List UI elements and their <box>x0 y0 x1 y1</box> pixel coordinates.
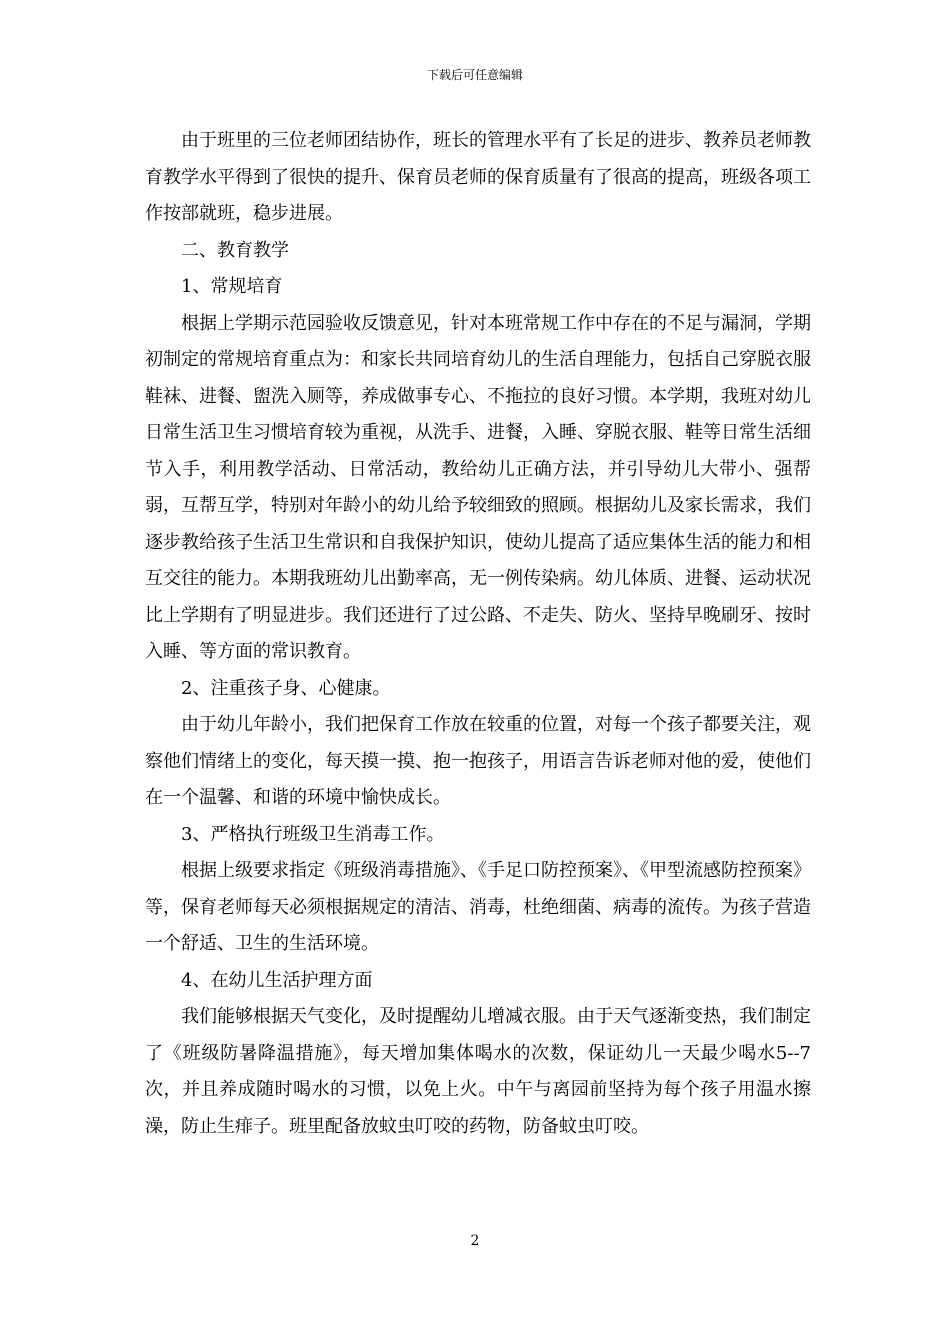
subheading-health: 2、注重孩子身、心健康。 <box>181 677 391 699</box>
page-header: 下载后可任意编辑 <box>426 68 523 82</box>
section-heading-education: 二、教育教学 <box>181 239 289 261</box>
subheading-life-care: 4、在幼儿生活护理方面 <box>181 969 373 991</box>
paragraph-life-care: 我们能够根据天气变化，及时提醒幼儿增减衣服。由于天气逐渐变热，我们制定了《班级防暑降温措施》，每天增加集体喝水的次数，保证幼儿一天最少喝水5--7次，并且养成随时喝水的习惯，以免上火。中午与离园前坚持为每个孩子用温水擦澡，防止生痱子。班里配备放蚊虫叮咬的药物，防备蚊虫叮咬。 <box>145 1006 811 1137</box>
subheading-routine-training: 1、常规培育 <box>181 276 283 297</box>
page-number: 2 <box>470 1233 480 1249</box>
paragraph-teamwork: 由于班里的三位老师团结协作，班长的管理水平有了长足的进步、教养员老师教育教学水平得到了很快的提升、保育员老师的保育质量有了很高的提高，班级各项工作按部就班，稳步进展。 <box>145 130 811 224</box>
paragraph-health: 由于幼儿年龄小，我们把保育工作放在较重的位置，对每一个孩子都要关注，观察他们情绪上的变化，每天摸一摸、抱一抱孩子，用语言告诉老师对他的爱，使他们在一个温馨、和谐的环境中愉快成长。 <box>145 714 811 808</box>
document-body <box>145 123 811 1145</box>
paragraph-disinfection: 根据上级要求指定《班级消毒措施》、《手足口防控预案》、《甲型流感防控预案》等，保育老师每天必须根据规定的清洁、消毒，杜绝细菌、病毒的流传。为孩子营造一个舒适、卫生的生活环境。 <box>145 860 811 954</box>
paragraph-routine-training: 根据上学期示范园验收反馈意见，针对本班常规工作中存在的不足与漏洞，学期初制定的常规培育重点为：和家长共同培育幼儿的生活自理能力，包括自己穿脱衣服鞋袜、进餐、盥洗入厕等，养成做事专心、不拖拉的良好习惯。本学期，我班对幼儿日常生活卫生习惯培育较为重视，从洗手、进餐，入睡、穿脱衣服、鞋等日常生活细节入手，利用教学活动、日常活动，教给幼儿正确方法，并引导幼儿大带小、强帮弱，互帮互学，特别对年龄小的幼儿给予较细致的照顾。根据幼儿及家长需求，我们逐步教给孩子生活卫生常识和自我保护知识，使幼儿提高了适应集体生活的能力和相互交往的能力。本期我班幼儿出勤率高，无一例传染病。幼儿体质、进餐、运动状况比上学期有了明显进步。我们还进行了过公路、不走失、防火、坚持早晚刷牙、按时入睡、等方面的常识教育。 <box>145 312 811 662</box>
subheading-disinfection: 3、严格执行班级卫生消毒工作。 <box>181 823 445 845</box>
